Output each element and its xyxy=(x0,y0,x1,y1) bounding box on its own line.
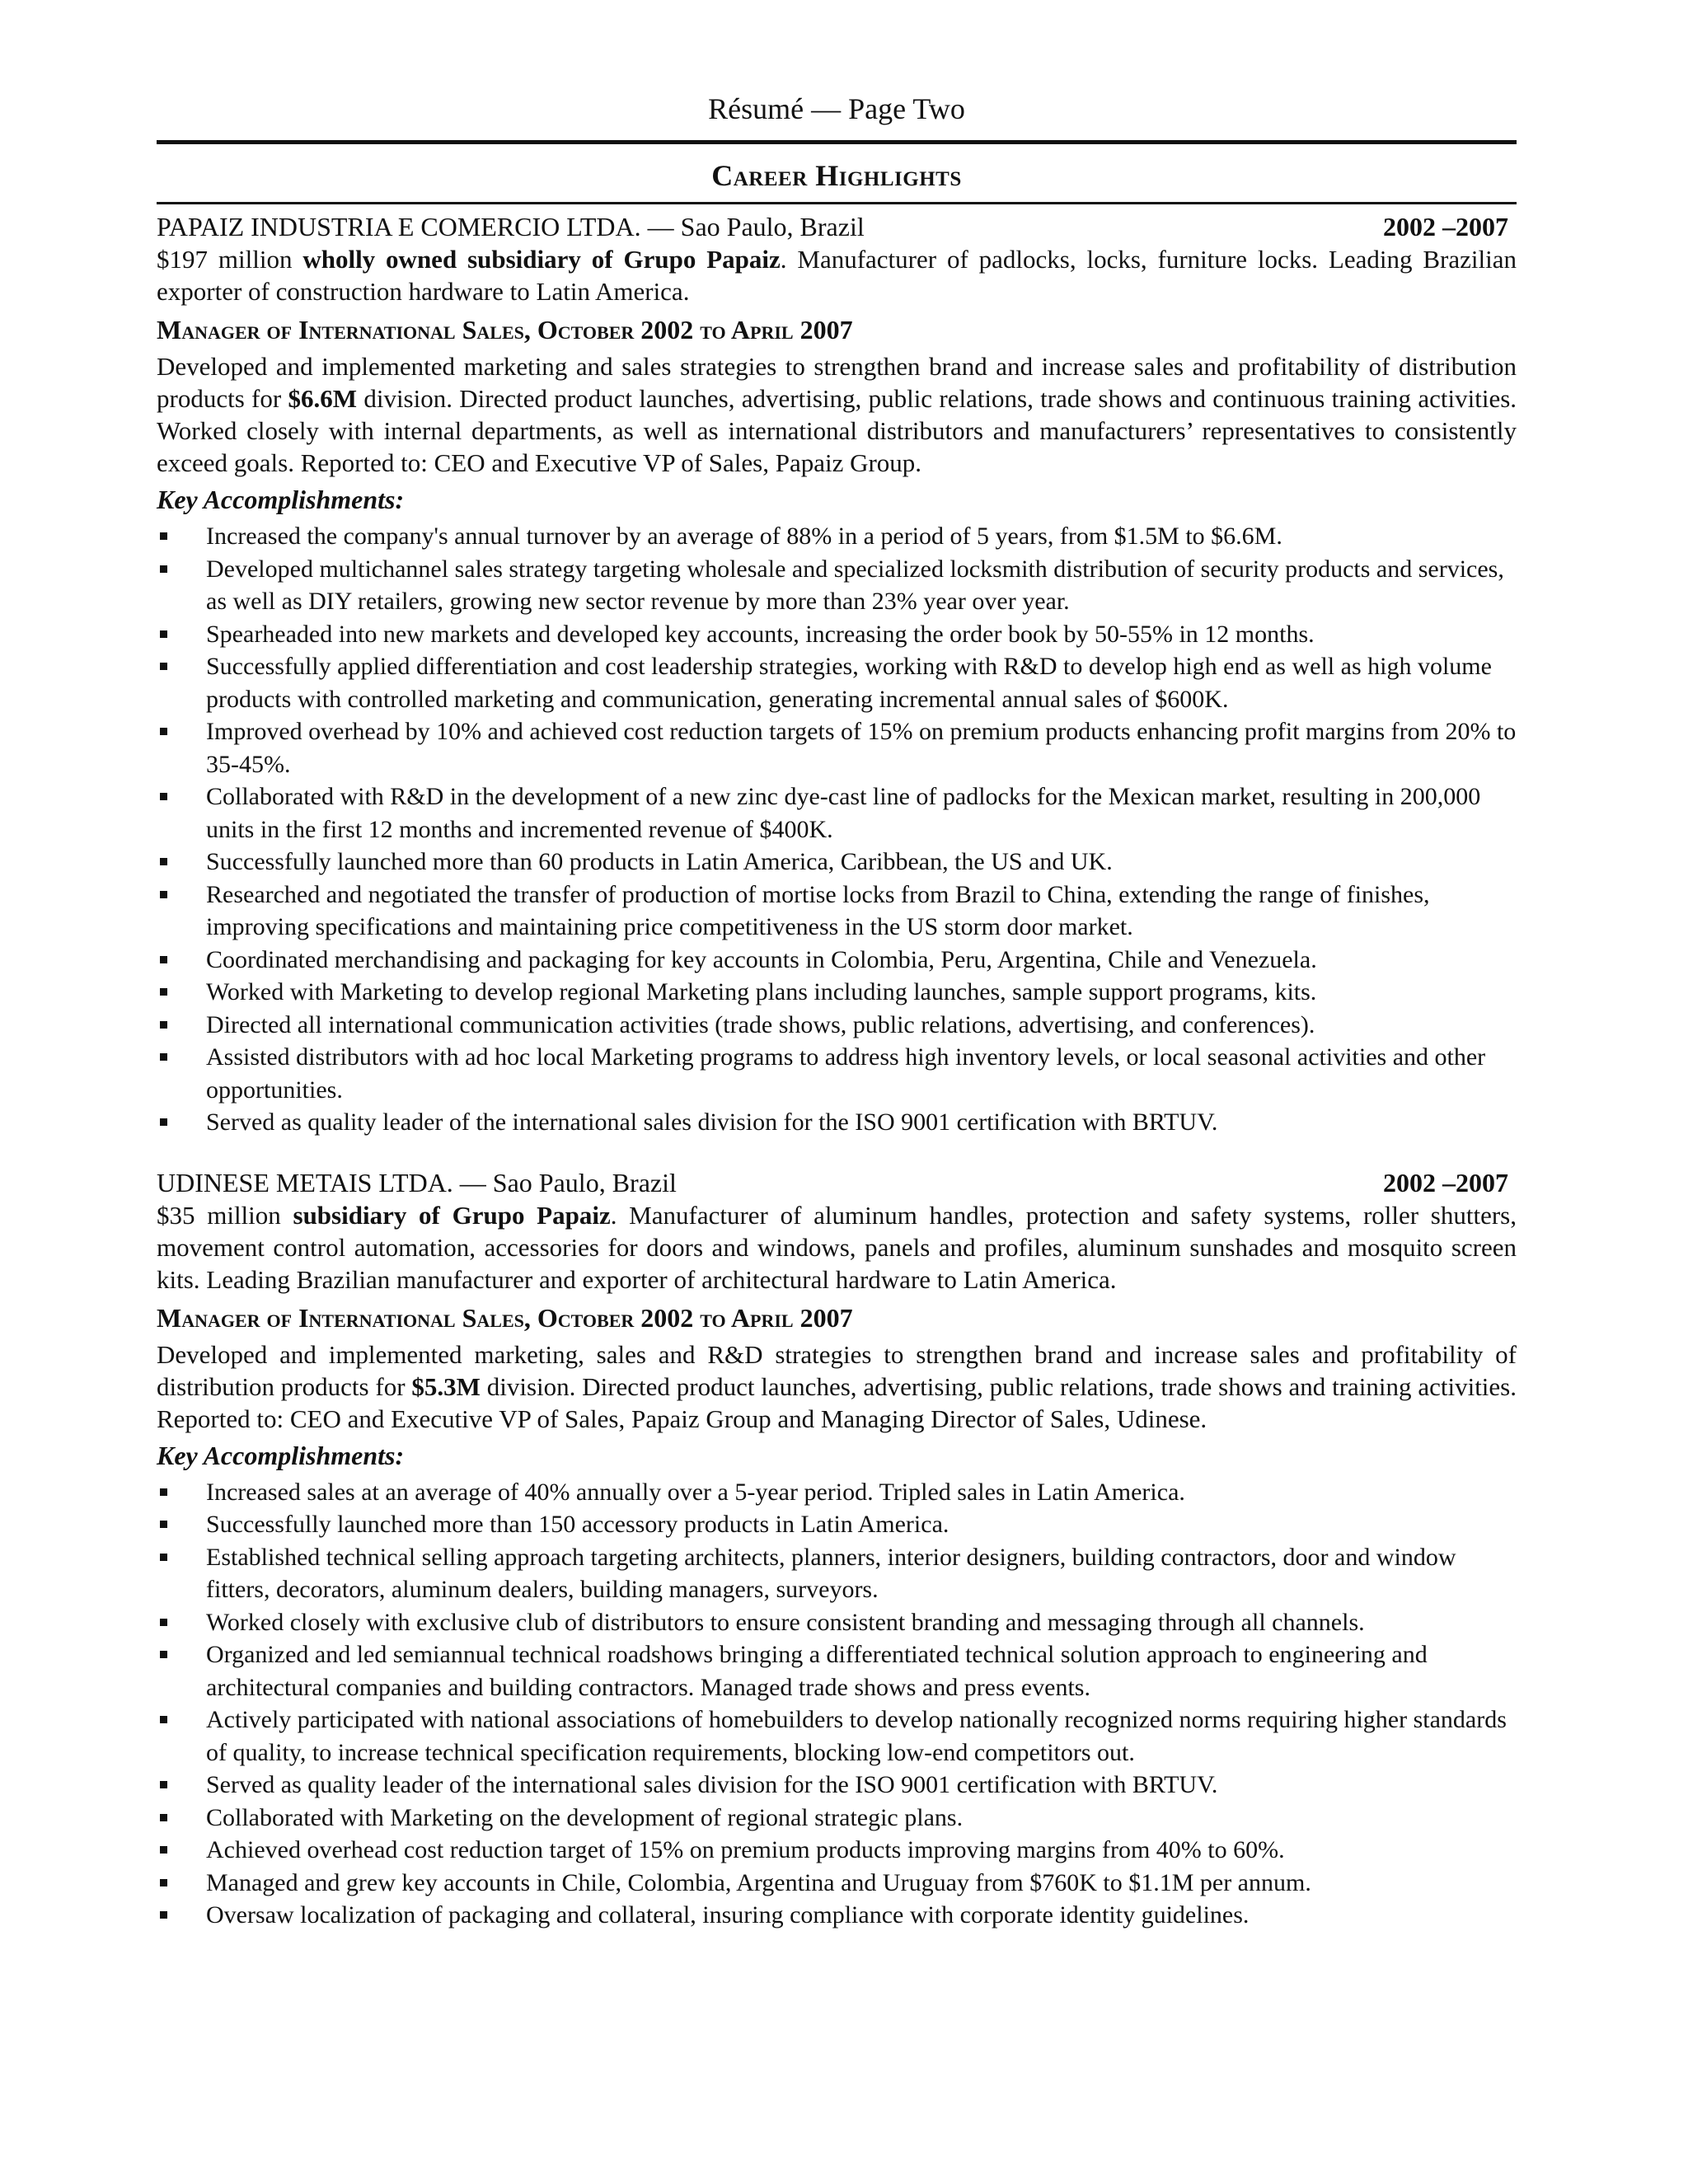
job-entry xyxy=(157,1167,1517,1932)
list-item: Developed multichannel sales strategy targeting wholesale and specialized locksmith distribution of security products and services, as well as DIY retailers, growing new sector revenue by more than 23% year over year. xyxy=(157,553,1517,618)
company-name: UDINESE METAIS LTDA. — Sao Paulo, Brazil xyxy=(157,1167,677,1197)
company-blurb: $35 million subsidiary of Grupo Papaiz. Manufacturer of aluminum handles, protection and safety systems, roller shutters, movement control automation, accessories for doors and windows, panels and profiles, aluminum sunshades and mosquito screen kits. Leading Brazilian manufacturer and exporter of architectural hardware to Latin America. xyxy=(157,1200,1517,1294)
list-item: Worked with Marketing to develop regional Marketing plans including launches, sample support programs, kits. xyxy=(157,976,1517,1009)
list-item: Assisted distributors with ad hoc local Marketing programs to address high inventory levels, or local seasonal activities and other opportunities. xyxy=(157,1041,1517,1106)
list-item: Actively participated with national associations of homebuilders to develop nationally recognized norms requiring higher standards of quality, to increase technical specification requirements, blocking low-end competitors out. xyxy=(157,1704,1517,1769)
list-item: Directed all international communication activities (trade shows, public relations, advertising, and conferences). xyxy=(157,1009,1517,1042)
accomplishments-heading: Key Accomplishments: xyxy=(157,1440,405,1470)
list-item: Served as quality leader of the international sales division for the ISO 9001 certification with BRTUV. xyxy=(157,1769,1517,1802)
list-item: Collaborated with Marketing on the development of regional strategic plans. xyxy=(157,1802,1517,1835)
company-line xyxy=(157,1167,1517,1199)
list-item: Successfully applied differentiation and cost leadership strategies, working with R&D to develop high end as well as high volume products with controlled marketing and communication, generating incremental annual sales of $600K. xyxy=(157,650,1517,715)
list-item: Successfully launched more than 60 products in Latin America, Caribbean, the US and UK. xyxy=(157,846,1517,879)
list-item: Worked closely with exclusive club of distributors to ensure consistent branding and messaging through all channels. xyxy=(157,1606,1517,1639)
list-item: Collaborated with R&D in the development of a new zinc dye-cast line of padlocks for the Mexican market, resulting in 200,000 units in the first 12 months and incremented revenue of $400K. xyxy=(157,780,1517,846)
list-item: Achieved overhead cost reduction target of 15% on premium products improving margins from 40% to 60%. xyxy=(157,1834,1517,1867)
job-dates: 2002 –2007 xyxy=(1383,1167,1508,1197)
list-item: Managed and grew key accounts in Chile, Colombia, Argentina and Uruguay from $760K to $1.1M per annum. xyxy=(157,1867,1517,1900)
job-role: Manager of International Sales, October 2002 to April 2007 xyxy=(157,1302,853,1333)
list-item: Improved overhead by 10% and achieved cost reduction targets of 15% on premium products enhancing profit margins from 20% to 35-45%. xyxy=(157,715,1517,780)
company-name: PAPAIZ INDUSTRIA E COMERCIO LTDA. — Sao Paulo, Brazil xyxy=(157,212,865,241)
list-item: Oversaw localization of packaging and collateral, insuring compliance with corporate identity guidelines. xyxy=(157,1899,1517,1932)
section-rule xyxy=(157,202,1517,204)
list-item: Served as quality leader of the international sales division for the ISO 9001 certification with BRTUV. xyxy=(157,1106,1517,1139)
accomplishments-list xyxy=(157,1476,1517,1932)
top-rule xyxy=(157,140,1517,144)
list-item: Spearheaded into new markets and developed key accounts, increasing the order book by 50-55% in 12 months. xyxy=(157,618,1517,651)
job-summary: Developed and implemented marketing, sales and R&D strategies to strengthen brand and increase sales and profitability of distribution products for $5.3M division. Directed product launches, advertising, public relations, trade shows and training activities. Reported to: CEO and Executive VP of Sales, Papaiz Group and Managing Director of Sales, Udinese. xyxy=(157,1339,1517,1433)
company-line xyxy=(157,211,1517,243)
list-item: Increased sales at an average of 40% annually over a 5-year period. Tripled sales in Latin America. xyxy=(157,1476,1517,1509)
list-item: Organized and led semiannual technical roadshows bringing a differentiated technical solution approach to engineering and architectural companies and building contractors. Managed trade shows and press events. xyxy=(157,1638,1517,1704)
job-entry xyxy=(157,211,1517,1139)
list-item: Researched and negotiated the transfer of production of mortise locks from Brazil to China, extending the range of finishes, improving specifications and maintaining price competitiveness in the US storm door market. xyxy=(157,879,1517,944)
section-heading: Career Highlights xyxy=(711,159,962,192)
page-title: Résumé — Page Two xyxy=(708,92,965,125)
list-item: Successfully launched more than 150 accessory products in Latin America. xyxy=(157,1508,1517,1541)
accomplishments-heading: Key Accomplishments: xyxy=(157,485,405,514)
company-blurb: $197 million wholly owned subsidiary of Grupo Papaiz. Manufacturer of padlocks, locks, furniture locks. Leading Brazilian exporter of construction hardware to Latin America. xyxy=(157,245,1517,306)
list-item: Increased the company's annual turnover by an average of 88% in a period of 5 years, from $1.5M to $6.6M. xyxy=(157,520,1517,553)
list-item: Coordinated merchandising and packaging for key accounts in Colombia, Peru, Argentina, Chile and Venezuela. xyxy=(157,944,1517,977)
list-item: Established technical selling approach targeting architects, planners, interior designers, building contractors, door and window fitters, decorators, aluminum dealers, building managers, surveyors. xyxy=(157,1541,1517,1606)
accomplishments-list xyxy=(157,520,1517,1139)
job-role: Manager of International Sales, October 2002 to April 2007 xyxy=(157,315,853,344)
spacer xyxy=(157,1139,1517,1167)
job-dates: 2002 –2007 xyxy=(1383,212,1508,241)
job-summary: Developed and implemented marketing and sales strategies to strengthen brand and increase sales and profitability of distribution products for $6.6M division. Directed product launches, advertising, public relations, trade shows and continuous training activities. Worked closely with internal departments, as well as international distributors and manufacturers’ representatives to consistently exceed goals. Reported to: CEO and Executive VP of Sales, Papaiz Group. xyxy=(157,352,1517,477)
resume-page xyxy=(157,91,1517,1932)
